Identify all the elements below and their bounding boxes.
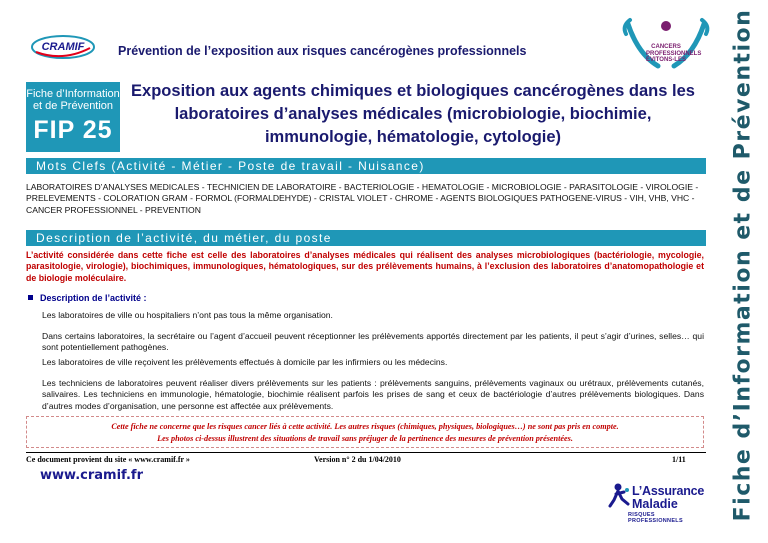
assurance-line-2: Maladie — [632, 497, 678, 511]
fip-label: Fiche d’Information et de Prévention — [26, 88, 120, 112]
section-keywords-heading: Mots Clefs (Activité - Métier - Poste de travail - Nuisance) — [26, 158, 706, 174]
fip-box — [26, 82, 120, 152]
cancers-logo — [618, 14, 714, 80]
notice-box — [26, 416, 704, 448]
notice-line-2: Les photos ci-dessus illustrent des situations de travail sans préjuger de la pertinence des mesures de prévention présentées. — [157, 433, 573, 443]
svg-text:CRAMIF: CRAMIF — [41, 41, 85, 53]
bullet-square-icon — [28, 295, 33, 300]
activity-bullet — [28, 293, 147, 303]
notice-line-1: Cette fiche ne concerne que les risques cancer liés à cette activité. Les autres risques (chimiques, physiques, biologiques…) ne sont pas pris en compte. — [111, 422, 619, 431]
footer-source: Ce document provient du site « www.cramif.fr » — [26, 455, 190, 464]
vertical-title: Fiche d’Information et de Prévention — [730, 8, 756, 522]
footer-version: Version n° 2 du 1/04/2010 — [314, 455, 401, 464]
assurance-line-1: L’Assurance — [632, 484, 705, 498]
cancers-logo-text: CANCERS PROFESSIONNELS ÉVITONS-LES — [646, 44, 702, 63]
description-intro: L’activité considérée dans cette fiche est celle des laboratoires d’analyses médicales qui réalisent des analyses microbiologiques (bactériologie, mycologie, parasitologie, virologie), biochimiques, immunologiques, hématologiques, sur des prélèvements humains, à l’exclusion des laboratoires d’anatomopathologie et de biologie moléculaire. — [26, 250, 704, 283]
bullet-label: Description de l’activité : — [40, 293, 147, 303]
assurance-line-3: RISQUES PROFESSIONNELS — [628, 512, 683, 524]
assurance-maladie-logo — [606, 472, 706, 522]
fip-number: FIP 25 — [33, 116, 113, 144]
paragraph: Dans certains laboratoires, la secrétaire ou l’agent d’accueil peuvent réceptionner les prélèvements apportés directement par les patients, il peut s’agir d’urines, selles… qui sont potentiellement pathogènes. — [42, 331, 704, 353]
section-description-heading: Description de l’activité, du métier, du poste — [26, 230, 706, 246]
footer-divider — [26, 452, 706, 453]
footer-url-link[interactable]: www.cramif.fr — [40, 468, 143, 483]
paragraph: Les laboratoires de ville ou hospitaliers n’ont pas tous la même organisation. — [42, 310, 333, 320]
paragraph: Les techniciens de laboratoires peuvent réaliser divers prélèvements sur les patients : prélèvements sanguins, prélèvements vaginaux ou urétraux, prélèvements cutanés, salivaires. Les techniciens en immunologie, hématologie, biochimie réalisent parfois les prises de sang et ceux de bactériologie d’autres prélèvements biologiques. Dans d’autres modes d’organisation, une personne est affectée aux prélèvements. — [42, 378, 704, 411]
header-title: Prévention de l’exposition aux risques cancérogènes professionnels — [118, 44, 527, 58]
cramif-logo — [30, 34, 96, 60]
assurance-figure-icon — [608, 482, 632, 508]
keywords-text: LABORATOIRES D’ANALYSES MEDICALES - TECHNICIEN DE LABORATOIRE - BACTERIOLOGIE - HEMATOLOGIE - MICROBIOLOGIE - PARASITOLOGIE - VIROLOGIE - PRELEVEMENTS - COLORATION GRAM - FORMOL (FORMALDEHYDE) - CRISTAL VIOLET - CHROME - AGENTS BIOLOGIQUES PATHOGENE-VIRUS - VIH, VHB, VHC - CANCER PROFESSIONNEL - PREVENTION — [26, 182, 699, 215]
paragraph: Les laboratoires de ville reçoivent les prélèvements effectués à domicile par les infirmiers ou les médecins. — [42, 357, 448, 367]
main-title: Exposition aux agents chimiques et biologiques cancérogènes dans les laboratoires d’analyses médicales (microbiologie, biochimie, immunologie, hématologie, cytologie) — [131, 82, 695, 146]
footer-page-number: 1/11 — [672, 455, 686, 464]
